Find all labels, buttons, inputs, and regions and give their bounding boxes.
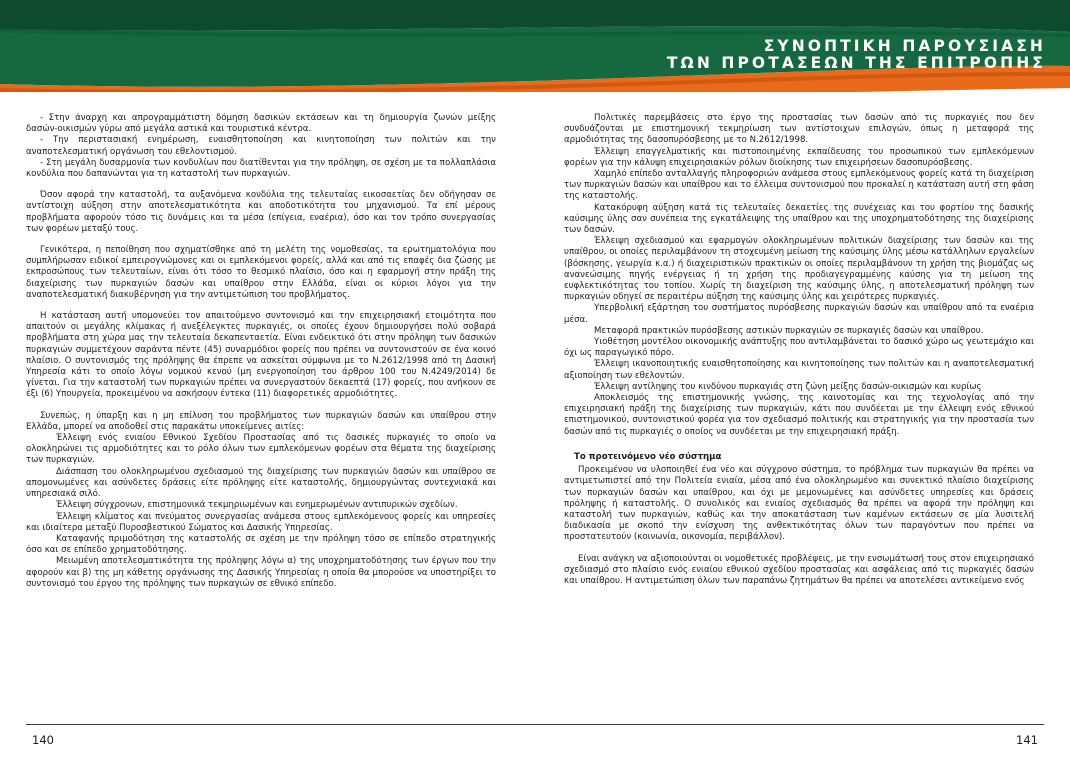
cause-item: Έλλειψη σχεδιασμού και εφαρμογών ολοκληρωμένων πολιτικών διαχείρισης των δασών και της υπαίθρου, οι οποίες περιλαμβάνουν τη στοχευμένη μείωση της καύσιμης ύλης μέσω κατάλληλων εργαλείων (βόσκησης, γεωργία κ.α.) ή διαχειριστικών πρακτικών οι οποίες περιλαμβάνουν τη χρήση της βιομάζας ως ανανεώσιμης πηγής ενέργειας ή τη χρήση της προδιαγεγραμμένης καύσης για τη μείωση της ευφλεκτικότητας του τοπίου. Χωρίς τη διαχείριση της καύσιμης ύλης, η αποτελεσματική πρόληψη των πυρκαγιών οδηγεί σε περαιτέρω αύξηση της καύσιμης ύλης και χειρότερες πυρκαγιές. — [564, 236, 1034, 303]
cause-item: Χαμηλό επίπεδο ανταλλαγής πληροφοριών ανάμεσα στους εμπλεκόμενους φορείς κατά τη διαχείριση των πυρκαγιών δασών και υπαίθρου και το έλλειμα συντονισμού που προκαλεί η κατάσταση αυτή στη φάση της καταστολής. — [564, 169, 1034, 202]
cause-item: Διάσπαση του ολοκληρωμένου σχεδιασμού της διαχείρισης των πυρκαγιών δασών και υπαίθρου σε απομονωμένες και ασύνδετες δράσεις είτε πρόληψης είτε καταστολής, δημιουργώντας συντεχνιακά και υπηρεσιακά σιλό. — [26, 466, 496, 500]
cause-item: Μειωμένη αποτελεσματικότητα της πρόληψης λόγω α) της υποχρηματοδότησης των έργων που την αφορούν και β) της μη κάθετης οργάνωσης της Δασικής Υπηρεσίας η οποία θα μπορούσε να υποστηρίξει το συντονισμό του έργου της πρόληψης των πυρκαγιών σε εθνικό επίπεδο. — [26, 556, 496, 589]
cause-item: Έλλειψη κλίματος και πνεύματος συνεργασίας ανάμεσα στους εμπλεκόμενους φορείς και υπηρεσίες και ιδιαίτερα μεταξύ Πυροσβεστικού Σώματος και Δασικής Υπηρεσίας. — [26, 511, 496, 533]
header-title-line-1: ΣΥΝΟΠΤΙΚΗ ΠΑΡΟΥΣΙΑΣΗ — [763, 37, 1046, 55]
bullet-item: - Την περιστασιακή ενημέρωση, ευαισθητοποίηση και κινητοποίηση των πολιτών και την αναποτελεσματική οργάνωση του εθελοντισμού. — [26, 135, 496, 157]
cause-item: Έλλειψη ενός ενιαίου Εθνικού Σχεδίου Προστασίας από τις δασικές πυρκαγιές το οποίο να ολοκληρώνει τις αρμοδιότητες και το ρόλο όλων των εμπλεκόμενων φορέων στα θέματα της διαχείρισης των πυρκαγιών. — [26, 433, 496, 466]
cause-item: Έλλειψη αντίληψης του κινδύνου πυρκαγιάς στη ζώνη μείξης δασών-οικισμών και κυρίως — [594, 381, 982, 392]
page-number-left: 140 — [32, 733, 54, 747]
cause-item: Υπερβολική εξάρτηση του συστήματος πυρόσβεσης πυρκαγιών δασών και υπαίθρου από τα εναέρια μέσα. — [564, 303, 1034, 325]
right-page-text — [564, 113, 1034, 723]
cause-item: Υιοθέτηση μοντέλου οικονομικής ανάπτυξης που αντιλαμβάνεται το δασικό χώρο ως γεωτεμάχιο και όχι ως παραγωγικό πόρο. — [564, 337, 1034, 359]
paragraph: Συνεπώς, η ύπαρξη και η μη επίλυση του προβλήματος των πυρκαγιών δασών και υπαίθρου στην Ελλάδα, μπορεί να αποδοθεί στις παρακάτω υποκείμενες αιτίες: — [26, 410, 496, 432]
cause-item: Έλλειψη ικανοποιητικής ευαισθητοποίησης και κινητοποίησης των πολιτών και η αναποτελεσματική αξιοποίηση των εθελοντών. — [564, 359, 1034, 381]
cause-item: Καταφανής πριμοδότηση της καταστολής σε σχέση με την πρόληψη τόσο σε επίπεδο στρατηγικής όσο και σε επίπεδο χρηματοδότησης. — [26, 533, 496, 556]
paragraph: Προκειμένου να υλοποιηθεί ένα νέο και σύγχρονο σύστημα, το πρόβλημα των πυρκαγιών θα πρέπει να αντιμετωπιστεί από την Πολιτεία ενιαία, μέσα από ένα ολοκληρωμένο και συνεκτικό πλαίσιο διαχείρισης των πυρκαγιών δασών και υπαίθρου, και όχι με μεμονωμένες και ασύνδετες υπηρεσίες και δράσεις πρόληψης ή καταστολής. Ο συνολικός και ενιαίος σχεδιασμός θα πρέπει να αφορά την πρόληψη και καταστολή των πυρκαγιών, καθώς και την αποκατάσταση των καμένων εκτάσεων σε μία λυσιτελή διαδικασία με σκοπό την ενίσχυση της ανθεκτικότητας όλων των παραγόντων που πρέπει να προστατευτούν (κοινωνία, οικονομία, περιβάλλον). — [564, 465, 1034, 543]
footer-rule — [26, 724, 1044, 725]
paragraph: Η κατάσταση αυτή υπομονεύει τον απαιτούμενο συντονισμό και την επιχειρησιακή ετοιμότητα που απαιτούν οι μεγάλης κλίμακας ή ανεξέλεγκτες πυρκαγιές, οι οποίες έχουν δημιουργήσει πολύ σοβαρά προβλήματα στη χώρα μας την τελευταία δεκαπενταετία. Είναι ενδεικτικό ότι στην πρόληψη των δασικών πυρκαγιών συμμετέχουν σαράντα πέντε (45) συναρμόδιοι φορείς που πρέπει να συντονιστούν σε ένα κοινό πλαίσιο. Ο συντονισμός της πρόληψης θα έπρεπε να ασκείται σύμφωνα με το Ν.2612/1998 από τη Δασική Υπηρεσία κάτι το οποίο λόγω νομικού κενού (μη ενεργοποίηση του άρθρου 100 του Ν.4249/2014) δε γίνεται. Για την καταστολή των πυρκαγιών πρέπει να συνεργαστούν δεκαεπτά (17) φορείς, που ανήκουν σε έξι (6) Υπουργεία, προκειμένου να ασκήσουν έντεκα (11) διαφορετικές αρμοδιότητες. — [26, 311, 496, 400]
bullet-item: - Στη μεγάλη δυσαρμονία των κονδυλίων που διατίθενται για την πρόληψη, σε σχέση με τα πολλαπλάσια κονδύλια που δαπανώνται για τη καταστολή των πυρκαγιών. — [26, 157, 496, 180]
page-number-right: 141 — [1016, 733, 1038, 747]
cause-item: Έλλειψη επαγγελματικής και πιστοποιημένης εκπαίδευσης του προσωπικού των εμπλεκόμενων φορέων για την κάλυψη επιχειρησιακών ρόλων διοίκησης των επιχειρήσεων δασοπυρόσβεσης. — [564, 146, 1034, 168]
cause-item: Αποκλεισμός της επιστημονικής γνώσης, της καινοτομίας και της τεχνολογίας από την επιχειρησιακή πράξη της διαχείρισης των πυρκαγιών, κάτι που συνδέεται με την έλλειψη ενός εθνικού επιστημονικού, συντονιστικού φορέα για τον σχεδιασμό πολιτικής και στρατηγικής για την προστασία των δασών από τις πυρκαγιές ο οποίος να συνδέεται με την επιχειρησιακή πράξη. — [564, 393, 1034, 437]
cause-item: Πολιτικές παρεμβάσεις στο έργο της προστασίας των δασών από τις πυρκαγιές που δεν συνδυάζονται με επιστημονική τεκμηρίωση των αντίστοιχων επιλογών, όπως η μεταφορά της αρμοδιότητας της δασοπυρόσβεσης με το Ν.2612/1998. — [564, 113, 1034, 146]
cause-item: Έλλειψη σύγχρονων, επιστημονικά τεκμηριωμένων και ενημερωμένων αντιπυρικών σχεδίων. — [56, 500, 458, 511]
header-title-line-2: ΤΩΝ ΠΡΟΤΑΣΕΩΝ ΤΗΣ ΕΠΙΤΡΟΠΗΣ — [666, 54, 1046, 72]
paragraph: Γενικότερα, η πεποίθηση που σχηματίσθηκε από τη μελέτη της νομοθεσίας, τα ερωτηματολόγια που συμπλήρωσαν ειδικοί εμπειρογνώμονες και οι εμπλεκόμενοι φορείς, αλλά και από τις επαφές δια ζώσης με εκπροσώπους των τελευταίων, είναι ότι τόσο το θεσμικό πλαίσιο, όσο και η εφαρμογή στην πράξη της διαχείρισης των πυρκαγιών δασών και υπαίθρου στην Ελλάδα, είναι οι κύριοι λόγοι για την αναποτελεσματική διακυβέρνηση για την αντιμετώπιση του προβλήματος. — [26, 245, 496, 300]
cause-item: Κατακόρυφη αύξηση κατά τις τελευταίες δεκαετίες της συνέχειας και του φορτίου της δασικής καύσιμης ύλης σαν συνέπεια της εγκατάλειψης της υπαίθρου και της υποχρηματοδότησης της διαχείρισης των δασών. — [564, 202, 1034, 236]
bullet-item: - Στην άναρχη και απρογραμμάτιστη δόμηση δασικών εκτάσεων και τη δημιουργία ζωνών μείξης δασών-οικισμών γύρω από μεγάλα αστικά και τουριστικά κέντρα. — [26, 113, 496, 135]
paragraph: Είναι ανάγκη να αξιοποιούνται οι νομοθετικές προβλέψεις, με την ενσωμάτωσή τους στον επιχειρησιακό σχεδιασμό στο πλαίσιο ενός ενιαίου εθνικού σχεδίου προστασίας και ασφάλειας από τις πυρκαγιές δασών και υπαίθρου. Η αντιμετώπιση όλων των παραπάνω ζητημάτων θα πρέπει να αποτελέσει αντικείμενο ενός — [564, 553, 1034, 586]
section-heading: Το προτεινόμενο νέο σύστημα — [574, 451, 722, 462]
cause-item: Μεταφορά πρακτικών πυρόσβεσης αστικών πυρκαγιών σε πυρκαγιές δασών και υπαίθρου. — [594, 325, 984, 336]
paragraph: Όσον αφορά την καταστολή, τα αυξανόμενα κονδύλια της τελευταίας εικοσαετίας δεν οδήγησαν σε αντίστοιχη αύξηση στην αποτελεσματικότητα και αποδοτικότητα του μηχανισμού. Τα επί μέρους προβλήματα αφορούν τόσο τις δυνάμεις και τα μέσα (επίγεια, εναέρια), όσο και τον τρόπο συνεργασίας των φορέων μεταξύ τους. — [26, 190, 496, 234]
left-page-text — [26, 113, 496, 723]
